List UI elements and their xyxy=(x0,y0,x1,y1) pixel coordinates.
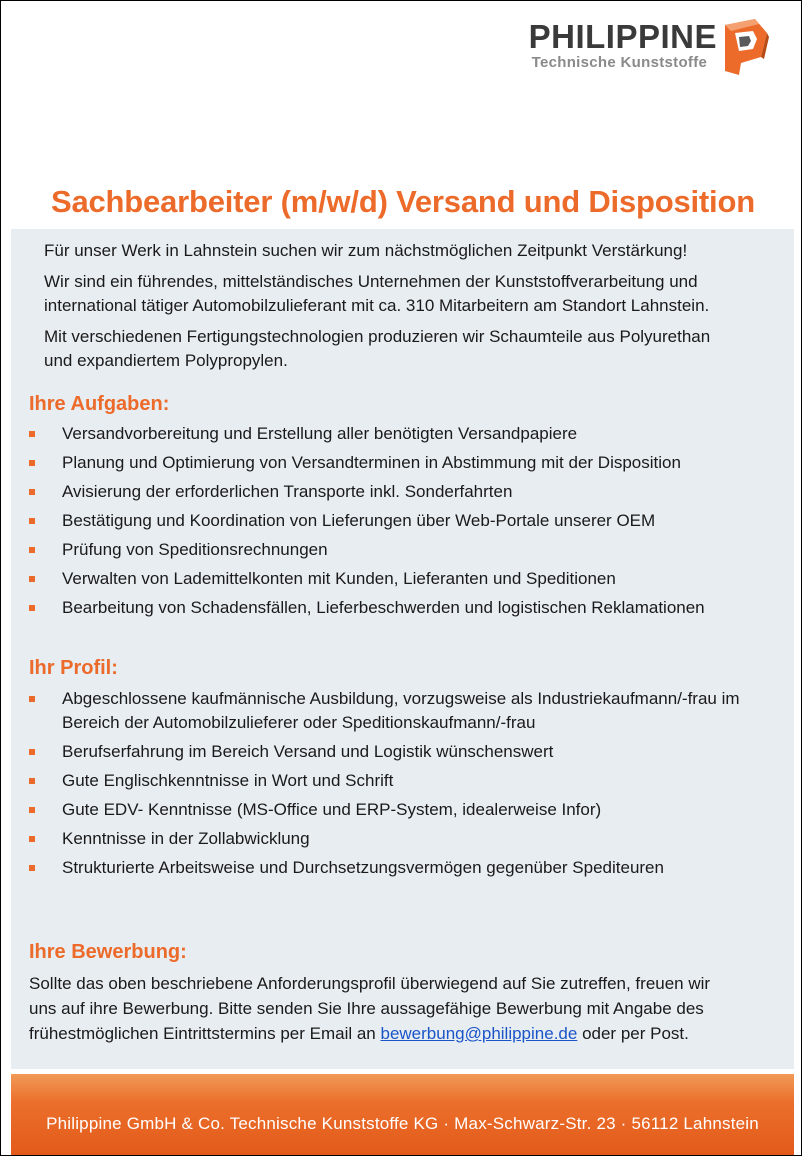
list-item: Prüfung von Speditionsrechnungen xyxy=(29,538,769,562)
list-item: Planung und Optimierung von Versandterminen in Abstimmung mit der Disposition xyxy=(29,451,769,475)
list-item: Versandvorbereitung und Erstellung aller benötigten Versandpapiere xyxy=(29,422,769,446)
bullet-square-icon xyxy=(29,836,35,842)
profile-heading: Ihr Profil: xyxy=(29,657,118,679)
bullet-square-icon xyxy=(29,605,35,611)
bullet-square-icon xyxy=(29,865,35,871)
list-item: Gute Englischkenntnisse in Wort und Schrift xyxy=(29,769,769,793)
email-link[interactable]: bewerbung@philippine.de xyxy=(380,1024,578,1043)
list-item: Bearbeitung von Schadensfällen, Lieferbeschwerden und logistischen Reklamationen xyxy=(29,596,769,620)
footer-address: Philippine GmbH & Co. Technische Kunststoffe KG · Max-Schwarz-Str. 23 · 56112 Lahnstein xyxy=(46,1114,759,1133)
bullet-square-icon xyxy=(29,460,35,466)
bullet-square-icon xyxy=(29,547,35,553)
list-item: Gute EDV- Kenntnisse (MS-Office und ERP-System, idealerweise Infor) xyxy=(29,798,769,822)
intro-paragraph: Wir sind ein führendes, mittelständisches Unternehmen der Kunststoffverarbeitung und international tätiger Automobilzulieferant mit ca. 310 Mitarbeitern am Standort Lahnstein. xyxy=(44,272,710,315)
bullet-square-icon xyxy=(29,749,35,755)
footer-bar xyxy=(11,1074,794,1155)
company-logo xyxy=(529,19,769,75)
intro-text xyxy=(44,239,744,380)
tasks-heading: Ihre Aufgaben: xyxy=(29,393,170,415)
philippine-logo-icon xyxy=(721,19,769,75)
intro-paragraph: Mit verschiedenen Fertigungstechnologien produzieren wir Schaumteile aus Polyurethan und expandiertem Polypropylen. xyxy=(44,327,711,370)
bullet-square-icon xyxy=(29,778,35,784)
bullet-square-icon xyxy=(29,807,35,813)
profile-list xyxy=(29,687,769,885)
list-item: Avisierung der erforderlichen Transporte inkl. Sonderfahrten xyxy=(29,480,769,504)
bullet-square-icon xyxy=(29,489,35,495)
list-item: Verwalten von Lademittelkonten mit Kunden, Lieferanten und Speditionen xyxy=(29,567,769,591)
application-heading: Ihre Bewerbung: xyxy=(29,941,187,963)
list-item: Strukturierte Arbeitsweise und Durchsetzungsvermögen gegenüber Spediteuren xyxy=(29,856,769,880)
logo-name: PHILIPPINE xyxy=(528,18,717,55)
bullet-square-icon xyxy=(29,518,35,524)
list-item: Kenntnisse in der Zollabwicklung xyxy=(29,827,769,851)
application-text: Sollte das oben beschriebene Anforderungsprofil überwiegend auf Sie zutreffen, freuen wir uns auf ihre Bewerbung. Bitte senden Sie Ihre aussagefähige Bewerbung mit Angabe des frühestmöglichen Eintrittstermins per Email an bewerbung@philippine.de oder per Post. xyxy=(29,974,711,1043)
page-title: Sachbearbeiter (m/w/d) Versand und Disposition xyxy=(51,184,755,219)
tasks-list xyxy=(29,422,769,625)
intro-paragraph: Für unser Werk in Lahnstein suchen wir zum nächstmöglichen Zeitpunkt Verstärkung! xyxy=(44,241,688,260)
bullet-square-icon xyxy=(29,576,35,582)
list-item: Abgeschlossene kaufmännische Ausbildung, vorzugsweise als Industriekaufmann/-frau im Bereich der Automobilzulieferer oder Speditionskaufmann/-frau xyxy=(29,687,769,735)
bullet-square-icon xyxy=(29,431,35,437)
list-item: Bestätigung und Koordination von Lieferungen über Web-Portale unserer OEM xyxy=(29,509,769,533)
logo-subtitle: Technische Kunststoffe xyxy=(531,54,708,71)
list-item: Berufserfahrung im Bereich Versand und Logistik wünschenswert xyxy=(29,740,769,764)
bullet-square-icon xyxy=(29,696,35,702)
